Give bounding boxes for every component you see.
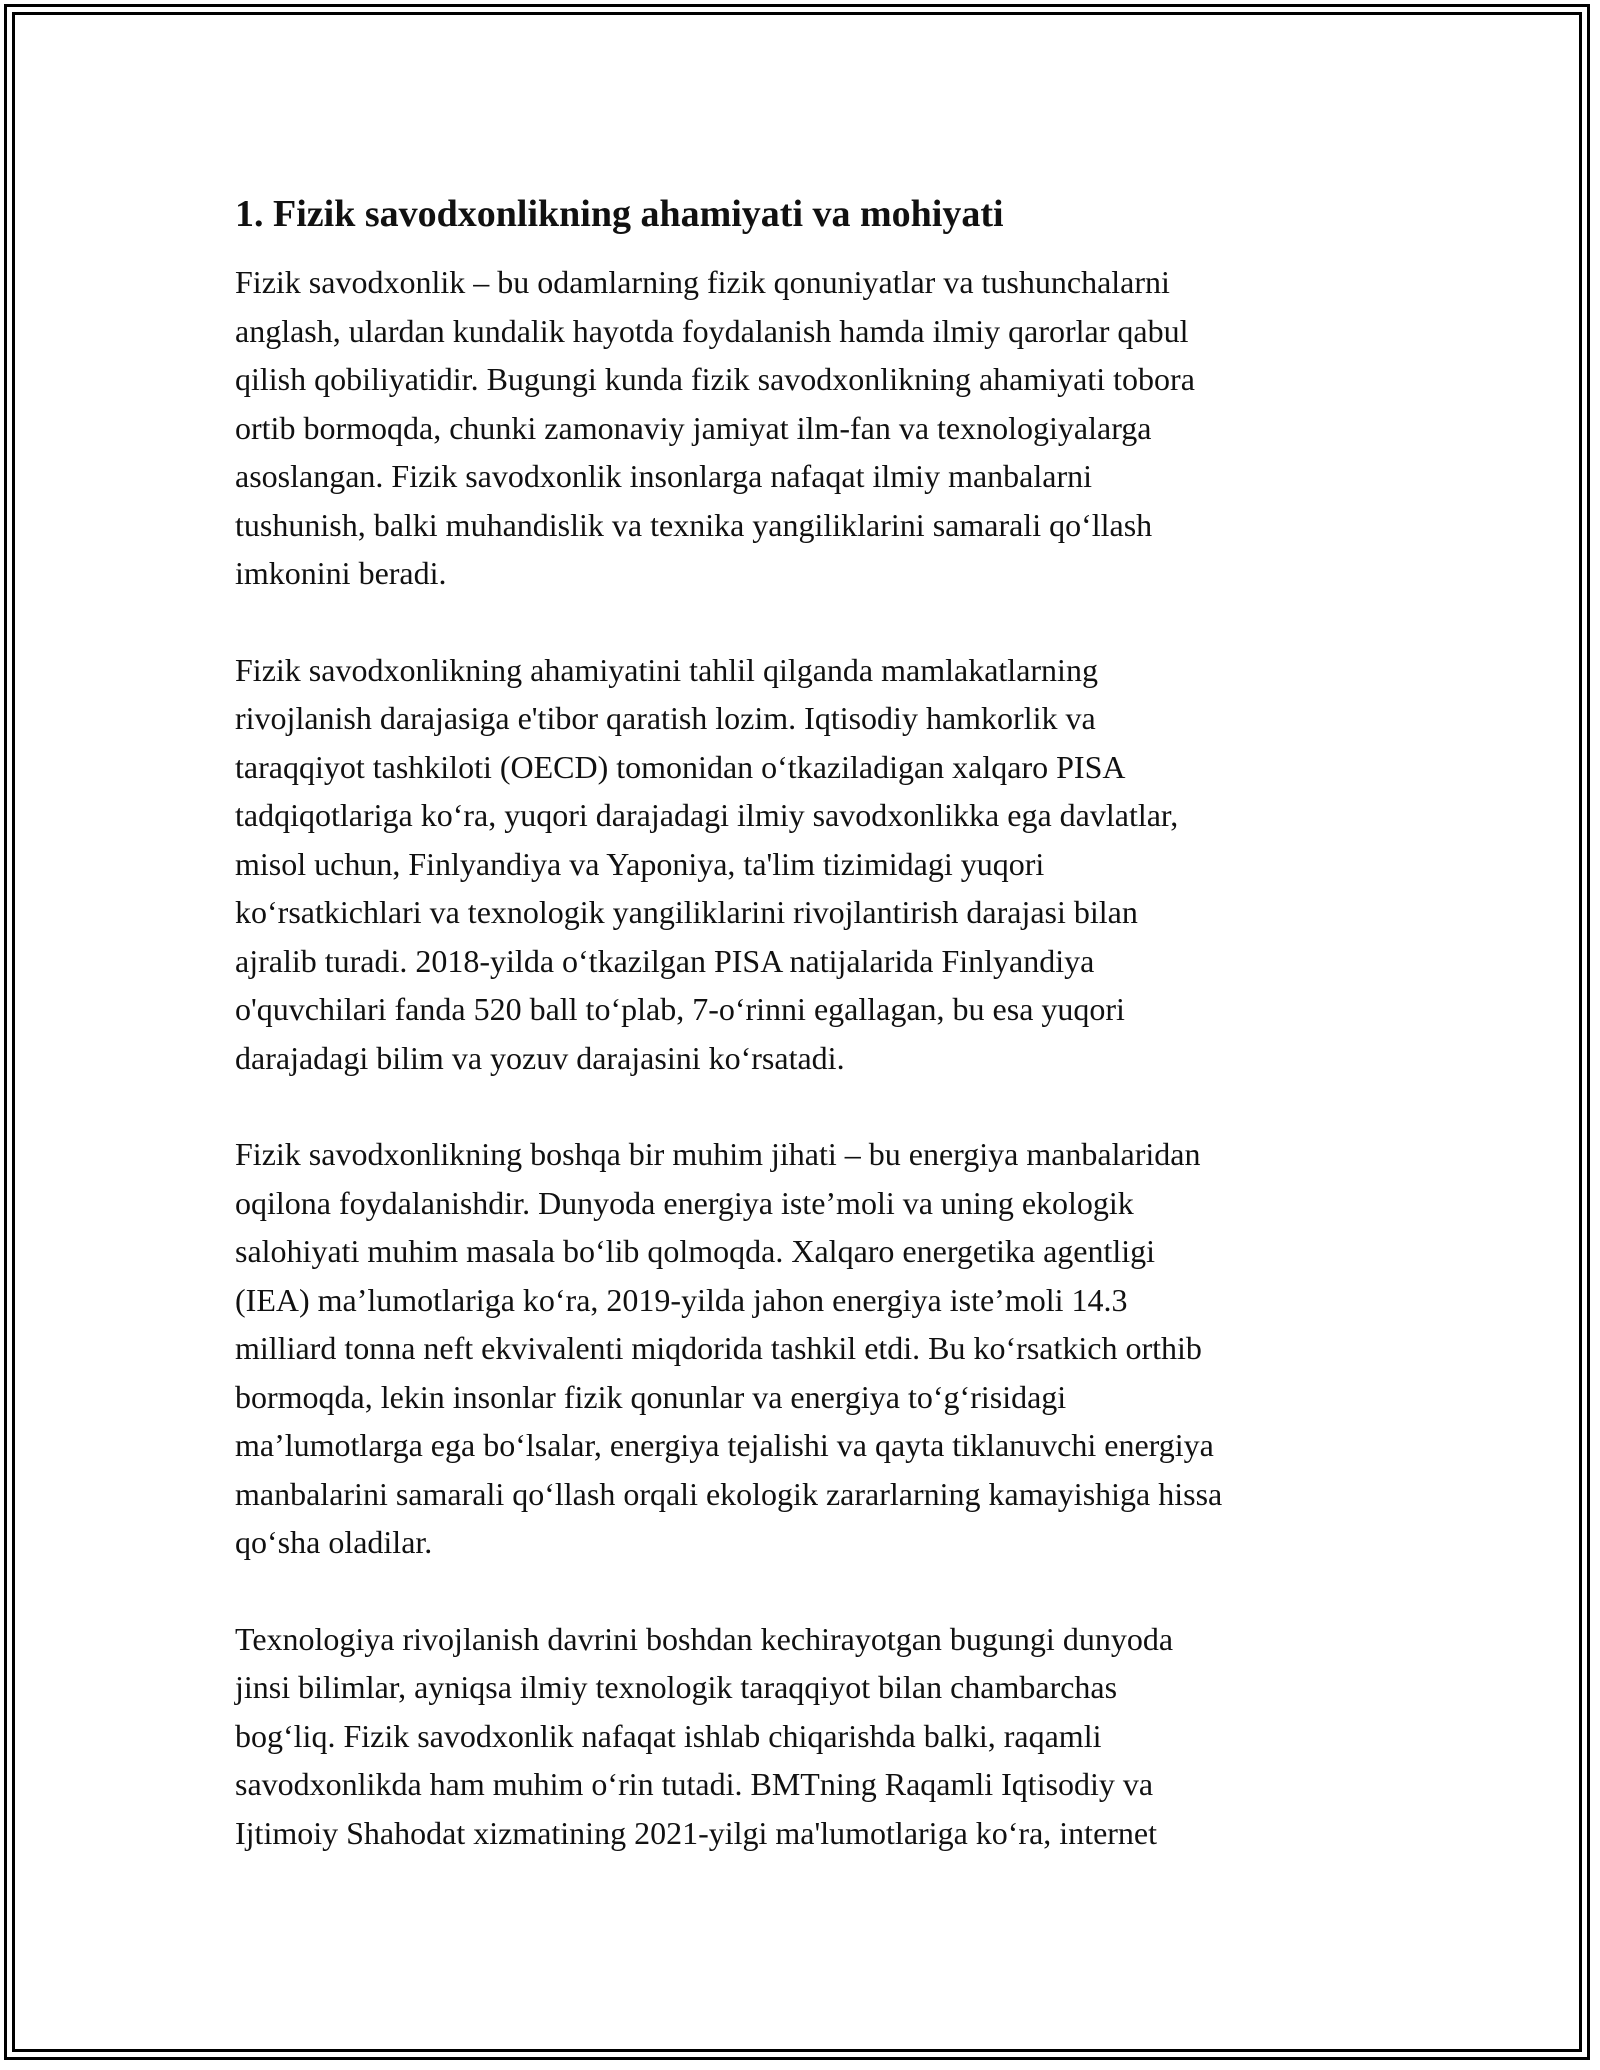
paragraph-line: milliard tonna neft ekvivalenti miqdorida tashkil etdi. Bu ko‘rsatkich orthib [235, 1330, 1202, 1366]
paragraph-line: ma’lumotlarga ega bo‘lsalar, energiya tejalishi va qayta tiklanuvchi energiya [235, 1427, 1214, 1463]
paragraph-line: (IEA) ma’lumotlariga ko‘ra, 2019-yilda jahon energiya iste’moli 14.3 [235, 1281, 1128, 1318]
paragraph-line: bormoqda, lekin insonlar fizik qonunlar va energiya to‘g‘risidagi [235, 1378, 1067, 1415]
paragraph-line: ajralib turadi. 2018-yilda o‘tkazilgan PISA natijalarida Finlyandiya [235, 942, 1095, 979]
paragraph-line: anglash, ulardan kundalik hayotda foydalanish hamda ilmiy qarorlar qabul [235, 312, 1189, 349]
section-heading: 1. Fizik savodxonlikning ahamiyati va mohiyati [235, 193, 1004, 235]
paragraph-1 [235, 258, 1385, 598]
paragraph-line: Texnologiya rivojlanish davrini boshdan kechirayotgan bugungi dunyoda [235, 1620, 1174, 1657]
paragraph-line: qilish qobiliyatidir. Bugungi kunda fizik savodxonlikning ahamiyati tobora [235, 361, 1195, 397]
paragraph-line: savodxonlikda ham muhim o‘rin tutadi. BMTning Raqamli Iqtisodiy va [235, 1766, 1154, 1802]
paragraph-2 [235, 646, 1385, 1083]
paragraph-line: jinsi bilimlar, ayniqsa ilmiy texnologik taraqqiyot bilan chambarchas [235, 1669, 1118, 1705]
paragraph-line: ko‘rsatkichlari va texnologik yangiliklarini rivojlantirish darajasi bilan [235, 894, 1138, 930]
paragraph-line: darajadagi bilim va yozuv darajasini ko‘rsatadi. [235, 1039, 845, 1076]
paragraph-line: salohiyati muhim masala bo‘lib qolmoqda. Xalqaro energetika agentligi [235, 1233, 1156, 1269]
paragraph-line: Fizik savodxonlikning boshqa bir muhim jihati – bu energiya manbalaridan [235, 1136, 1201, 1172]
paragraph-4 [235, 1615, 1385, 1858]
paragraph-line: ortib bormoqda, chunki zamonaviy jamiyat ilm-fan va texnologiyalarga [235, 409, 1152, 446]
paragraph-line: taraqqiyot tashkiloti (OECD) tomonidan o‘tkaziladigan xalqaro PISA [235, 748, 1126, 785]
paragraph-line: asoslangan. Fizik savodxonlik insonlarga nafaqat ilmiy manbalarni [235, 458, 1092, 494]
paragraph-line: tadqiqotlariga ko‘ra, yuqori darajadagi ilmiy savodxonlikka ega davlatlar, [235, 797, 1179, 833]
paragraph-line: oqilona foydalanishdir. Dunyoda energiya iste’moli va uning ekologik [235, 1184, 1134, 1221]
paragraph-line: Fizik savodxonlikning ahamiyatini tahlil qilganda mamlakatlarning [235, 651, 1098, 688]
paragraph-line: misol uchun, Finlyandiya va Yaponiya, ta'lim tizimidagi yuqori [235, 845, 1045, 882]
paragraph-line: Ijtimoiy Shahodat xizmatining 2021-yilgi ma'lumotlariga ko‘ra, internet [235, 1814, 1158, 1851]
document-body [235, 188, 1385, 1905]
paragraph-line: Fizik savodxonlik – bu odamlarning fizik qonuniyatlar va tushunchalarni [235, 264, 1170, 300]
paragraph-line: rivojlanish darajasiga e'tibor qaratish lozim. Iqtisodiy hamkorlik va [235, 700, 1096, 736]
paragraph-line: imkonini beradi. [235, 555, 447, 591]
paragraph-line: tushunish, balki muhandislik va texnika yangiliklarini samarali qo‘llash [235, 506, 1153, 543]
paragraph-line: o'quvchilari fanda 520 ball to‘plab, 7-o‘rinni egallagan, bu esa yuqori [235, 991, 1125, 1027]
paragraph-3 [235, 1130, 1385, 1567]
paragraph-line: bog‘liq. Fizik savodxonlik nafaqat ishlab chiqarishda balki, raqamli [235, 1717, 1102, 1754]
paragraph-line: manbalarini samarali qo‘llash orqali ekologik zararlarning kamayishiga hissa [235, 1475, 1223, 1512]
paragraph-line: qo‘sha oladilar. [235, 1524, 433, 1560]
